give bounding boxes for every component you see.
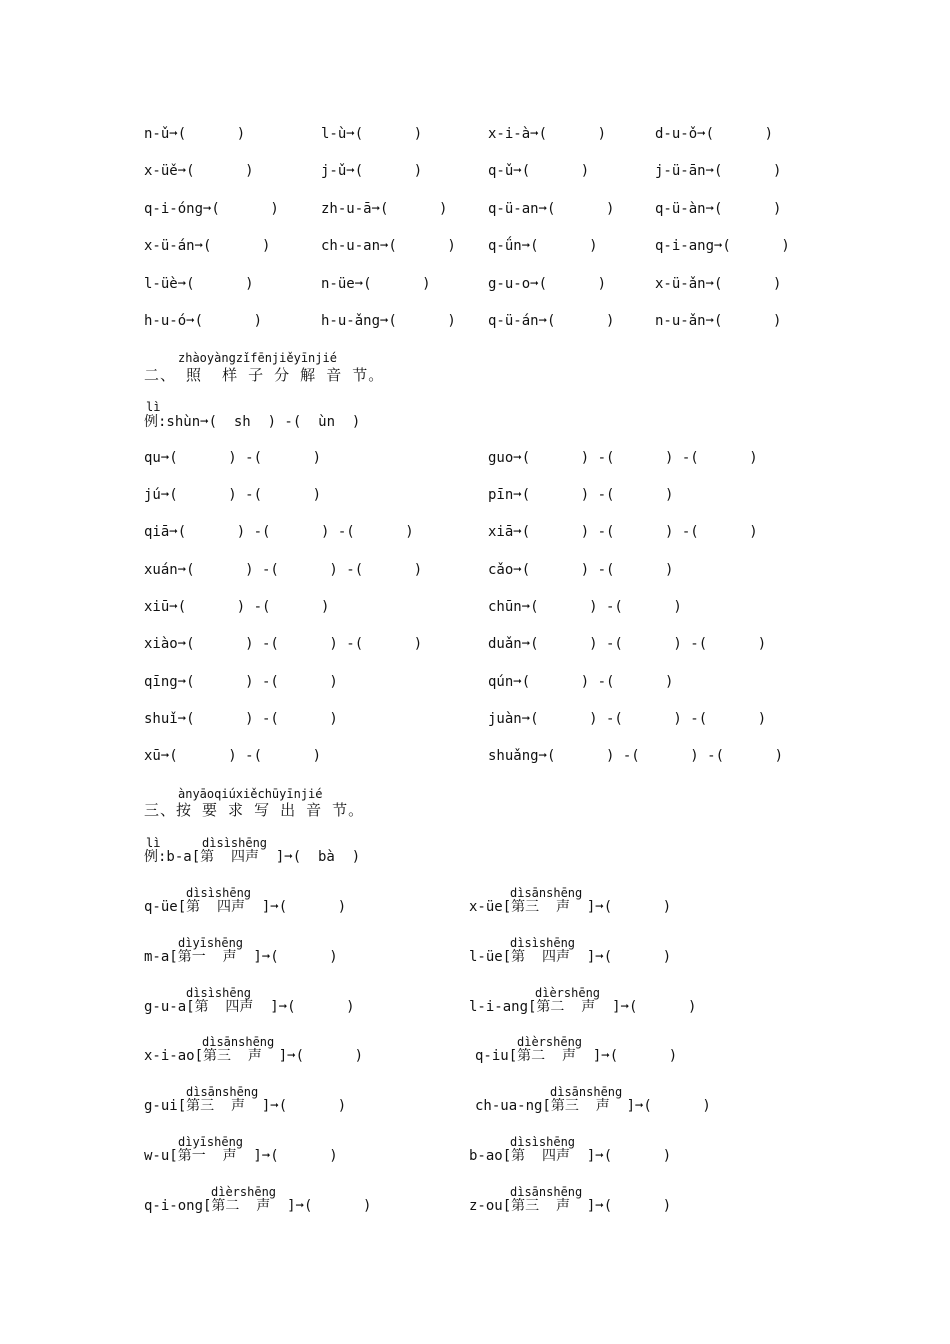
tone-pinyin: dìèrshēng <box>517 1035 583 1049</box>
exercise-row <box>144 559 844 581</box>
section-3-example: 例:b-a[第 四声 ]➞( bà ) <box>144 849 361 865</box>
exercise-item: x-üe[第三 声 ]➞( ) <box>469 899 672 915</box>
exercise-item: j-ǔ➞( ) <box>321 163 423 179</box>
tone-pinyin: dìsānshēng <box>510 886 583 900</box>
exercise-row <box>144 447 844 469</box>
exercise-item: q-i-ang➞( ) <box>655 238 790 254</box>
exercise-row <box>144 310 844 332</box>
tone-pinyin: dìèrshēng <box>535 986 601 1000</box>
exercise-item: ch-ua-ng[第三 声 ]➞( ) <box>475 1098 711 1114</box>
tone-pinyin: dìyīshēng <box>178 1135 244 1149</box>
exercise-item: ch-u-an➞( ) <box>321 238 456 254</box>
exercise-item: x-i-ao[第三 声 ]➞( ) <box>144 1048 364 1064</box>
section-3-title: 三、按 要 求 写 出 音 节。 <box>144 801 365 819</box>
tone-pinyin: dìsānshēng <box>550 1085 623 1099</box>
exercise-item: xū➞( ) -( ) <box>144 748 322 764</box>
exercise-row <box>144 708 844 730</box>
exercise-item: w-u[第一 声 ]➞( ) <box>144 1148 338 1164</box>
tone-pinyin: dìsìshēng <box>510 936 576 950</box>
exercise-item: x-üě➞( ) <box>144 163 254 179</box>
example-pinyin: lì <box>146 836 161 850</box>
exercise-item: g-ui[第三 声 ]➞( ) <box>144 1098 347 1114</box>
exercise-item: q-ü-an➞( ) <box>488 201 615 217</box>
exercise-row <box>144 671 844 693</box>
tone-pinyin: dìsìshēng <box>186 886 252 900</box>
exercise-item: n-u-ǎn➞( ) <box>655 313 782 329</box>
exercise-item: xuán➞( ) -( ) -( ) <box>144 562 423 578</box>
exercise-item: l-üe[第 四声 ]➞( ) <box>469 949 672 965</box>
exercise-item: cǎo➞( ) -( ) <box>488 562 674 578</box>
exercise-row <box>144 160 844 182</box>
example-tone-pinyin: dìsìshēng <box>202 836 268 850</box>
exercise-item: qún➞( ) -( ) <box>488 674 674 690</box>
tone-pinyin: dìsānshēng <box>186 1085 259 1099</box>
exercise-row <box>144 745 844 767</box>
exercise-item: l-ù➞( ) <box>321 126 423 142</box>
exercise-row <box>144 235 844 257</box>
exercise-item: b-ao[第 四声 ]➞( ) <box>469 1148 672 1164</box>
example-pinyin: lì <box>146 400 161 414</box>
tone-pinyin: dìsānshēng <box>510 1185 583 1199</box>
tone-pinyin: dìèrshēng <box>211 1185 277 1199</box>
exercise-item: q-üe[第 四声 ]➞( ) <box>144 899 347 915</box>
exercise-item: juàn➞( ) -( ) -( ) <box>488 711 767 727</box>
exercise-item: d-u-ǒ➞( ) <box>655 126 774 142</box>
exercise-row <box>144 521 844 543</box>
tone-pinyin: dìsìshēng <box>186 986 252 1000</box>
section-2-pinyin: zhàoyàngzǐfēnjiěyīnjié <box>178 351 337 365</box>
exercise-item: j-ü-ān➞( ) <box>655 163 782 179</box>
tone-pinyin: dìyīshēng <box>178 936 244 950</box>
exercise-row <box>144 596 844 618</box>
exercise-item: qīng➞( ) -( ) <box>144 674 338 690</box>
exercise-item: g-u-a[第 四声 ]➞( ) <box>144 999 355 1015</box>
exercise-item: guo➞( ) -( ) -( ) <box>488 450 758 466</box>
exercise-item: qiā➞( ) -( ) -( ) <box>144 524 414 540</box>
exercise-item: xiā➞( ) -( ) -( ) <box>488 524 758 540</box>
exercise-item: shuǎng➞( ) -( ) -( ) <box>488 748 784 764</box>
exercise-item: x-i-à➞( ) <box>488 126 607 142</box>
tone-pinyin: dìsìshēng <box>510 1135 576 1149</box>
tone-pinyin: dìsānshēng <box>202 1035 275 1049</box>
section-2-example: 例:shùn➞( sh ) -( ùn ) <box>144 414 361 430</box>
exercise-row <box>144 198 844 220</box>
exercise-item: jú➞( ) -( ) <box>144 487 322 503</box>
exercise-item: qu➞( ) -( ) <box>144 450 322 466</box>
exercise-item: pīn➞( ) -( ) <box>488 487 674 503</box>
exercise-row <box>144 273 844 295</box>
exercise-item: q-ǔ➞( ) <box>488 163 590 179</box>
exercise-item: q-i-óng➞( ) <box>144 201 279 217</box>
exercise-item: xiào➞( ) -( ) -( ) <box>144 636 423 652</box>
exercise-item: g-u-o➞( ) <box>488 276 607 292</box>
exercise-item: chūn➞( ) -( ) <box>488 599 682 615</box>
section-2-title: 二、 照 样 子 分 解 音 节。 <box>144 366 385 384</box>
exercise-item: n-üe➞( ) <box>321 276 431 292</box>
exercise-item: q-ü-án➞( ) <box>488 313 615 329</box>
exercise-item: h-u-ó➞( ) <box>144 313 263 329</box>
section-3-pinyin: ànyāoqiúxiěchūyīnjié <box>178 787 323 801</box>
exercise-row <box>144 484 844 506</box>
exercise-item: l-üè➞( ) <box>144 276 254 292</box>
exercise-item: x-ü-án➞( ) <box>144 238 271 254</box>
exercise-item: xiū➞( ) -( ) <box>144 599 330 615</box>
exercise-item: x-ü-ǎn➞( ) <box>655 276 782 292</box>
exercise-item: n-ǔ➞( ) <box>144 126 246 142</box>
exercise-item: q-ǘn➞( ) <box>488 238 598 254</box>
exercise-row <box>144 123 844 145</box>
exercise-item: l-i-ang[第二 声 ]➞( ) <box>469 999 697 1015</box>
exercise-item: q-ü-àn➞( ) <box>655 201 782 217</box>
exercise-item: zh-u-ā➞( ) <box>321 201 448 217</box>
exercise-row <box>144 633 844 655</box>
exercise-item: shuǐ➞( ) -( ) <box>144 711 338 727</box>
exercise-item: h-u-ǎng➞( ) <box>321 313 456 329</box>
exercise-item: m-a[第一 声 ]➞( ) <box>144 949 338 965</box>
exercise-item: q-i-ong[第二 声 ]➞( ) <box>144 1198 372 1214</box>
exercise-item: q-iu[第二 声 ]➞( ) <box>475 1048 678 1064</box>
exercise-item: z-ou[第三 声 ]➞( ) <box>469 1198 672 1214</box>
exercise-item: duǎn➞( ) -( ) -( ) <box>488 636 767 652</box>
